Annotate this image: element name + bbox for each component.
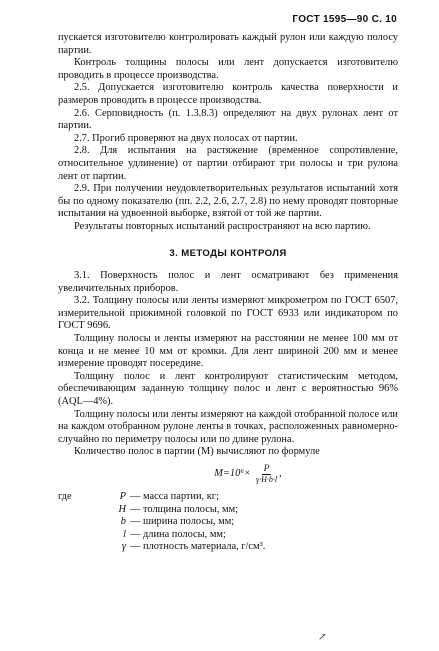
paragraph: 3.2. Толщину полосы или ленты измеряют микрометром по ГОСТ 6507, измерительной прижимной головкой по ГОСТ 6933 или индикатором по ГОСТ 9696. (58, 295, 398, 332)
paragraph: 2.7. Прогиб проверяют на двух полосах от партии. (74, 132, 298, 144)
legend-row (58, 491, 398, 504)
legend-lead: где (58, 491, 72, 502)
paragraph: Толщину полос и лент контролируют статистическим методом, обеспечивающим заданную толщину полос и лент с вероятностью 96% (AQL—4%). (58, 370, 398, 408)
paragraph: Толщину полосы или ленты измеряют на каждой отобранной полосе или на каждом отобранном рулоне ленты в точках, расположенных равномерно-случайно по периметру полосы или по длине рулона. (58, 408, 398, 445)
formula-lhs: M=10⁶× (214, 467, 251, 479)
section-title: 3. МЕТОДЫ КОНТРОЛЯ (169, 247, 287, 259)
legend-row (58, 541, 398, 554)
legend-symbol: P (119, 491, 126, 502)
legend-desc: — плотность материала, г/см³. (130, 541, 266, 553)
legend-row (58, 516, 398, 529)
legend-desc: — длина полосы, мм; (130, 528, 226, 540)
paragraph: 2.5. Допускается изготовителю контроль качества поверхности и размеров проводить в процессе производства. (58, 82, 398, 106)
legend-desc: — масса партии, кг; (130, 491, 219, 502)
paragraph: Контроль толщины полосы или лент допускается изготовителю проводить в процессе производства. (58, 57, 398, 81)
formula-fraction (254, 463, 279, 485)
paragraph: Толщину полосы и ленты измеряют на расстоянии не менее 100 мм от конца и не менее 10 мм от кромки. Для лент шириной 200 мм и менее измерение проводят посередине. (58, 333, 398, 370)
paragraph: 2.8. Для испытания на растяжение (временное сопротивление, относительное удлинение) от партии отбирают три полосы и три рулона лент от партии. (58, 145, 398, 182)
legend-symbol: l (123, 528, 126, 540)
formula-numerator: P (263, 463, 270, 474)
page-header: ГОСТ 1595—90 С. 10 (292, 14, 397, 25)
paragraph: 3.1. Поверхность полос и лент осматривают без применения увеличительных приборов. (58, 270, 398, 294)
paragraph: пускается изготовителю контролировать каждый рулон или каждую полосу партии. (58, 32, 398, 56)
legend-row (58, 504, 398, 517)
legend-desc: — ширина полосы, мм; (130, 516, 235, 528)
document-body (58, 32, 398, 554)
formula-trailing: , (279, 467, 282, 479)
formula-denominator: γ·H·b·l (255, 475, 278, 484)
legend-symbol: γ (121, 541, 126, 553)
paragraph: Результаты повторных испытаний распространяют на всю партию. (74, 220, 371, 232)
formula-legend (58, 491, 398, 554)
paragraph: 2.6. Серповидность (п. 1.3.8.3) определяют на двух рулонах лент от партии. (58, 107, 398, 132)
paragraph: 2.9. При получении неудовлетворительных результатов испытаний хотя бы по одному показателю (пп. 2.2, 2.6, 2.7, 2.8) по нему проводят повторные испытания на удвоенной выборке, взятой от той же партии. (58, 183, 398, 220)
formula (98, 463, 398, 485)
legend-row (58, 529, 398, 542)
paragraph: Количество полос в партии (M) вычисляют по формуле (74, 446, 320, 458)
legend-symbol: b (120, 516, 126, 528)
legend-desc: — толщина полосы, мм; (130, 503, 239, 515)
legend-symbol: H (118, 503, 126, 515)
margin-mark: ↗ (318, 632, 327, 643)
